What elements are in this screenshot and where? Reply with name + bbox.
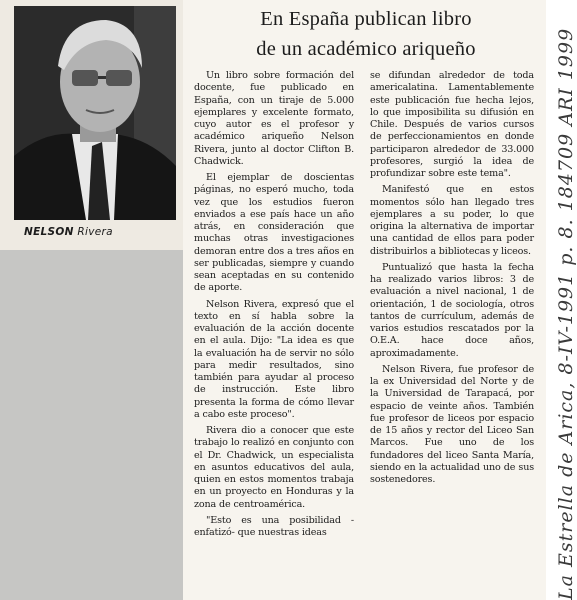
caption-name: NELSON (24, 226, 74, 238)
headline-line-1: En España publican libro (260, 8, 472, 30)
paragraph: se difundan alrededor de toda americalatina. Lamentablemente este publicación fue hecha lejos, lo que imposibilita su difusión en Chile. Después de varios cursos de perfeccionamientos en donde participaron alrededor de 33.000 profesores, surgió la idea de profundizar sobre este tema". (370, 70, 534, 179)
photo-caption (24, 226, 174, 238)
article-column-1 (194, 70, 354, 543)
paragraph: Nelson Rivera, fue profesor de la ex Universidad del Norte y de la Universidad de Tarapacá, por espacio de veinte años. También fue profesor de liceos por espacio de 15 años y rector del Liceo San Marcos. Fue uno de los fundadores del liceo Santa María, siendo en la actualidad uno de sus sostenedores. (370, 363, 534, 485)
headline-line-2: de un académico ariqueño (256, 38, 476, 60)
blank-margin (0, 250, 183, 600)
paragraph: Nelson Rivera, expresó que el texto en sí habla sobre la evaluación de la acción docente en el aula. Dijo: "La idea es que la evaluación ha de servir no sólo para medir resultados, sino también para ayudar al proceso de instrucción. Este libro presenta la forma de cómo llevar a cabo este proceso". (194, 298, 354, 420)
paragraph: El ejemplar de doscientas páginas, no esperó mucho, toda vez que los estudios fueron enviados a ese país hace un año atrás, en consideración que muchas otras investigaciones demoran entre dos a tres años en ser publicadas, siempre y cuando sean aceptadas en su contenido de aporte. (194, 172, 354, 294)
caption-surname: Rivera (77, 226, 113, 238)
paragraph: Manifestó que en estos momentos sólo han llegado tres ejemplares a su poder, lo que origina la alternativa de importar una cantidad de ellos para poder distribuirlos a bibliotecas y liceos. (370, 184, 534, 257)
paragraph: "Esto es una posibilidad - enfatizó- que nuestras ideas (194, 514, 354, 538)
article-column-2 (370, 70, 534, 490)
handwritten-annotation: La Estrella de Arica, 8-IV-1991 p. 8. 184709 ARI 1999 (555, 27, 577, 600)
photo-area (0, 0, 183, 250)
paragraph: Rivera dio a conocer que este trabajo lo realizó en conjunto con el Dr. Chadwick, un especialista en asuntos educativos del aula, quien en estos momentos trabaja en un proyecto en Honduras y la zona de centroamérica. (194, 425, 354, 510)
portrait-photo (14, 6, 176, 220)
headline (190, 4, 542, 64)
paragraph: Un libro sobre formación del docente, fue publicado en España, con un tiraje de 5.000 ejemplares y excelente formato, cuyo autor es el profesor y académico ariqueño Nelson Rivera, junto al doctor Clifton B. Chadwick. (194, 70, 354, 167)
paragraph: Puntualizó que hasta la fecha ha realizado varios libros: 3 de evaluación a nivel nacional, 1 de orientación, 1 de sociología, otros tantos de currículum, además de varios estudios rescatados por la O.E.A. hace doce años, aproximadamente. (370, 261, 534, 359)
